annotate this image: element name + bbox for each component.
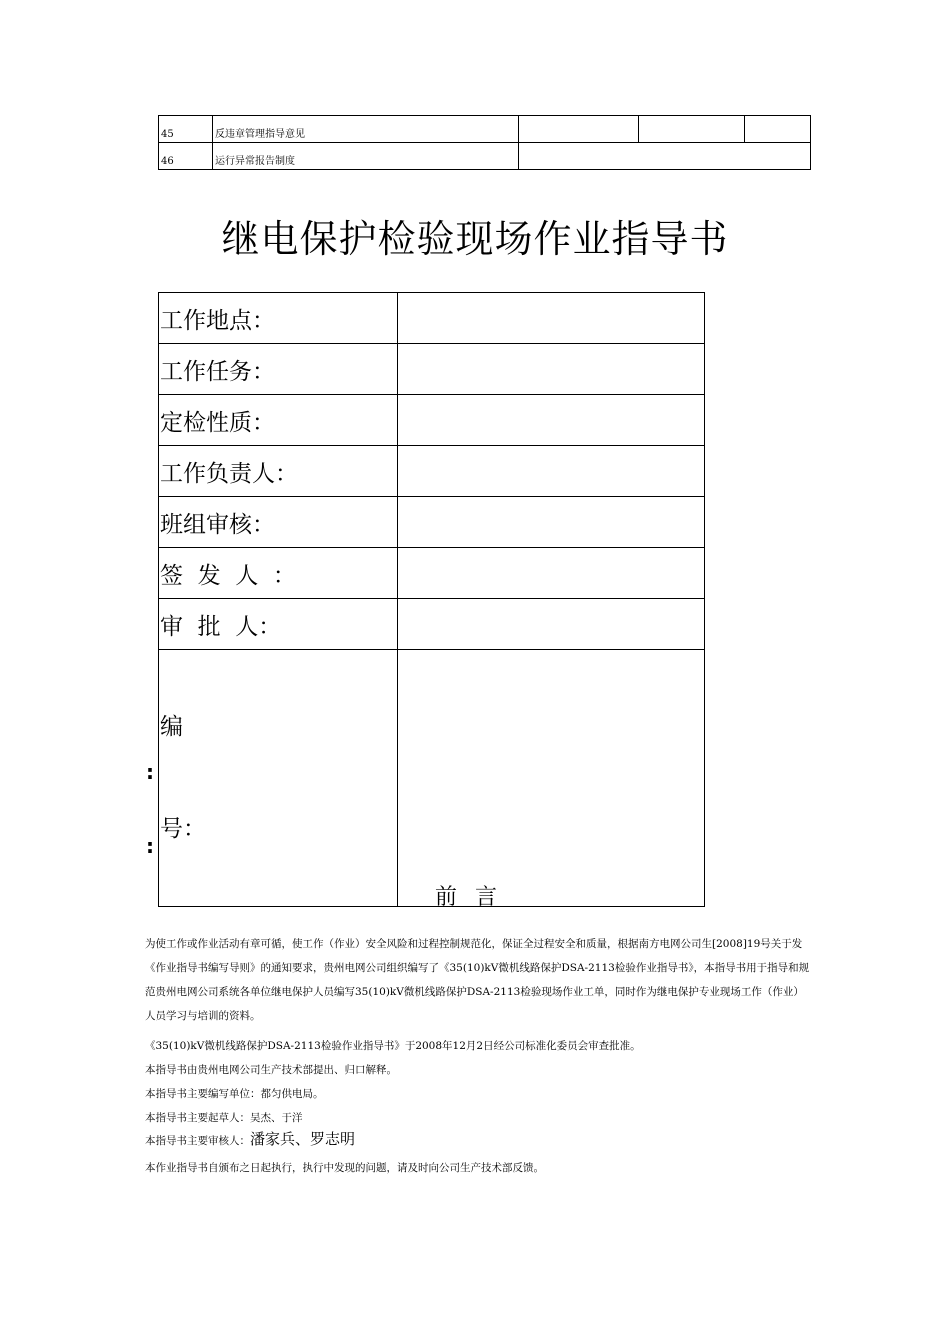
preface-line: 本指导书主要编写单位：都匀供电局。 xyxy=(145,1088,324,1100)
info-label: 工作任务： xyxy=(159,344,398,395)
info-label xyxy=(159,650,398,907)
number-label-line1: 编 xyxy=(160,714,183,740)
info-label: 审 批 人： xyxy=(159,599,398,650)
empty-cell xyxy=(745,116,811,143)
info-row xyxy=(159,548,705,599)
empty-cell xyxy=(639,116,745,143)
info-row xyxy=(159,599,705,650)
info-label: 班组审核： xyxy=(159,497,398,548)
preface-paragraph: 为使工作或作业活动有章可循，使工作（作业）安全风险和过程控制规范化，保证全过程安全和质量，根据南方电网公司生[2008]19号关于发《作业指导书编写导则》的通知要求，贵州电网公司组织编写了《35(10)kV微机线路保护DSA-2113检验作业指导书》，本指导书用于指导和规范贵州电网公司系统各单位继电保护人员编写35(10)kV微机线路保护DSA-2113检验现场作业工单，同时作为继电保护专业现场工作（作业）人员学习与培训的资料。 xyxy=(145,938,810,1022)
info-value-field[interactable] xyxy=(398,395,705,446)
row-text: 运行异常报告制度 xyxy=(213,143,519,170)
info-row xyxy=(159,395,705,446)
preface-line: 本作业指导书自颁布之日起执行，执行中发现的问题，请及时向公司生产技术部反馈。 xyxy=(145,1162,544,1174)
info-row xyxy=(159,497,705,548)
info-value-field[interactable] xyxy=(398,293,705,344)
info-value-field[interactable] xyxy=(398,497,705,548)
reviewers-prefix: 本指导书主要审核人： xyxy=(145,1135,250,1147)
table-row xyxy=(159,143,811,170)
info-row xyxy=(159,344,705,395)
row-number: 46 xyxy=(159,143,213,170)
empty-cell xyxy=(519,143,811,170)
row-text: 反违章管理指导意见 xyxy=(213,116,519,143)
info-row xyxy=(159,446,705,497)
appendix-table xyxy=(158,115,811,170)
info-value-field[interactable] xyxy=(398,446,705,497)
info-value-field[interactable] xyxy=(398,548,705,599)
info-value-field[interactable] xyxy=(398,599,705,650)
preface-line: 《35(10)kV微机线路保护DSA-2113检验作业指导书》于2008年12月2日经公司标准化委员会审查批准。 xyxy=(145,1040,641,1052)
info-value-field[interactable] xyxy=(398,344,705,395)
info-label: 工作负责人： xyxy=(159,446,398,497)
empty-cell xyxy=(519,116,639,143)
number-value-field[interactable] xyxy=(398,650,705,907)
document-title: 继电保护检验现场作业指导书 xyxy=(221,217,729,261)
row-number: 45 xyxy=(159,116,213,143)
info-label: 定检性质： xyxy=(159,395,398,446)
preface-line: 本指导书由贵州电网公司生产技术部提出、归口解释。 xyxy=(145,1064,397,1076)
stray-colon: : xyxy=(146,760,154,784)
preface-reviewers-line xyxy=(145,1128,355,1149)
preface-line: 本指导书主要起草人：吴杰、于洋 xyxy=(145,1112,303,1124)
info-label: 工作地点： xyxy=(159,293,398,344)
table-row xyxy=(159,116,811,143)
info-row xyxy=(159,650,705,907)
info-row xyxy=(159,293,705,344)
number-label-line2: 号： xyxy=(160,816,206,842)
stray-colon: : xyxy=(146,834,154,858)
work-info-table xyxy=(158,292,705,907)
info-label: 签 发 人 ： xyxy=(159,548,398,599)
reviewers-names: 潘家兵、罗志明 xyxy=(250,1130,356,1148)
preface-title: 前言 xyxy=(434,885,515,910)
